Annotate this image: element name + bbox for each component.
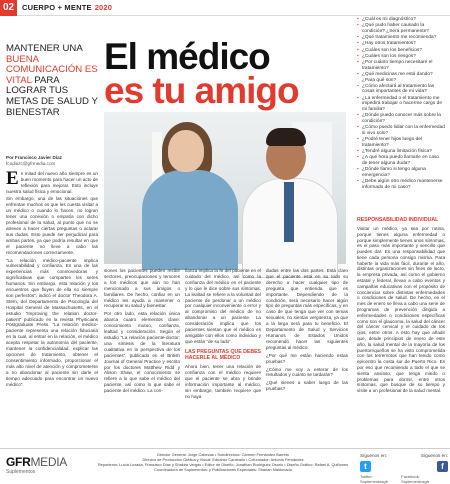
- logo-media: MEDIA: [30, 455, 67, 469]
- question-item: ▪ ¿Por cuánto tiempo necesitaré el tratamiento?: [357, 60, 445, 71]
- question-item: ▪ ¿Podré tener hijos luego del tratamiento?: [357, 137, 445, 148]
- question-item: ▪ ¿Hay otros tratamientos?: [357, 41, 445, 47]
- question-item: ▪ ¿Cuáles son los beneficios?: [357, 48, 445, 54]
- question-item: ▪ ¿Dónde puedo conocer más sobre la condición?: [357, 113, 445, 124]
- paragraph: Por otro lado, esta relación única abarca cuatro elementos clave: conocimiento mutuo, confianza, lealtad y consideración. Según el estudio “La relación paciente-doctor: una síntesis de la literatura cualitativa en la perspectiva de los pacientes”, publicado en el British Journal of General Practice y escrito por los doctores Matthew Ridd y Alison Shaw, el conocimiento se refiere a lo que sabe el médico del paciente, así como lo que sabe el paciente del médico. La con-: [104, 311, 180, 394]
- article-column-4: [266, 268, 348, 394]
- doctor-hair: [266, 128, 306, 146]
- credit-line: Reporteros: Lucía Lozada, Francisco Díaz y Shakira Vargas • Editor de Diseño: Jonathan Rodríguez Osorio • Diseño Gráfico: Rafael A. Quiñones: [97, 462, 349, 467]
- question-list: [357, 17, 445, 191]
- question-item: ▪ ¿Qué tratamiento me recomienda?: [357, 35, 445, 41]
- question-item: ▪ ¿Dónde llamo si tengo alguna emergencia?: [357, 167, 445, 178]
- patient-head: [168, 130, 204, 172]
- section-header: [0, 0, 450, 16]
- byline-email: fcodiazc@gfrmedia.com: [6, 160, 56, 166]
- question-item: ▪ ¿Tendré alguna limitación física?: [357, 149, 445, 155]
- article-column-2: [104, 268, 180, 396]
- credit-line: Director de Producción Gráfica y Visual: Eduardo Caraballo • Cofundador: Antonio Fernández: [142, 457, 304, 462]
- section-title: [22, 3, 112, 12]
- credit-line: Coordinadora de Suplementos: y Publicaciones Especiales: Sharlan Maldonado: [154, 467, 292, 472]
- facebook-icon[interactable]: f: [437, 461, 448, 472]
- subheading: LAS PREGUNTAS QUE DEBES HACERLE AL MÉDICO: [185, 348, 261, 361]
- social-handles: [360, 474, 448, 484]
- logo-subtitle: Suplementos: [6, 469, 36, 475]
- paragraph: dudas entre las dos partes. Está claro que el paciente está en su todo su derecho a hacer cualquier tipo de pregunta que entienda que es importante. Dependiendo de la condición, será necesario hacer algún tipo de preguntas más específicas, y en caso de que tenga que ver con temas sexuales, no sientas vergüenza, ya que a la larga será para tu beneficio. El Departamento de Salud y Servicios Humanos de Estados Unidos recomendó hacer las siguientes preguntas al médico:: [266, 268, 348, 350]
- question-item: ▪ ¿Debe algún otro médico mantenerse informado de mi caso?: [357, 179, 445, 190]
- headline-line1: El médico: [104, 36, 270, 77]
- question-item: ▪ ¿Cómo afectará al tratamiento las cosas importantes de mi vida?: [357, 84, 445, 95]
- headline: [104, 36, 344, 111]
- footer: [0, 448, 450, 484]
- patient-body: [142, 170, 238, 270]
- section-year: 2020: [94, 3, 113, 12]
- question-item: ▪ ¿A qué hora puedo llamarle en caso de tener alguna duda?: [357, 155, 445, 166]
- question-item: ▪ ¿Qué medicinas me está dando? ¿Para qué son?: [357, 72, 445, 83]
- social-icons: [360, 461, 448, 472]
- social-block: [360, 453, 448, 484]
- question-item: ¿Por qué me están haciendo estas pruebas?: [266, 352, 348, 364]
- social-label: Síguenos en:: [360, 453, 388, 458]
- article-photo: [104, 112, 346, 264]
- page-number: 02: [0, 0, 17, 16]
- twitter-handle[interactable]: Twitter: Suplementosgfr: [360, 474, 389, 484]
- kicker-part2: PARA LOGRAR TUS METAS DE SALUD Y BIENESTAR: [6, 74, 98, 118]
- question-item: ▪ ¿La enfermedad o el tratamiento me impedirá trabajar o hacerme cargo de mi familia?: [357, 96, 445, 113]
- byline-author: Por Francisco Javier Díaz: [6, 155, 62, 160]
- facebook-handle[interactable]: Facebook: Suplementosgfr: [401, 474, 430, 484]
- credit-line: Director General: Jorge Cabezas • Subdirectora: Carmen Fernández Barreto: [157, 452, 289, 457]
- responsibility-section: [357, 218, 445, 396]
- question-item: ▪ ¿Qué pudo haber causado la condición? ¿Será permanente?: [357, 23, 445, 34]
- twitter-icon[interactable]: t: [360, 461, 371, 472]
- paragraph: Visitar un médico, ya sea por rutina, porque tienes alguna enfermedad o porque simplemente tienes unos síntomas, es el paso más importante y sencillo que puedes dar. Es una responsabilidad que tiene cada persona consigo misma. Para haberte la vida más fácil, durante el año, distintas organizaciones sin fines de lucro, la empresa privada, así como el gobierno estatal y federal, llevan a cabo eventos y campañas educativas con el propósito de concienciar sobre distintas enfermedades o condiciones de salud. De hecho, en el mes de enero se lleva a cabo una serie de programas de prevención dirigida a enfermedades o condiciones específicas como son el glaucoma, la salud del cáncer del cáncer cervical y el cuidado de los ojos, entre otros. A esto hay que añadir que, desde principios de enero de este año, la salud mental de la mayoría de los puertorriqueños se ha visto comprometida con los terremotos que han tenido como epicentro la costa sur de Puerto Rico. Es por eso que recomiendo a todo el que se sienta ansioso, que tenga miedo o problemas para dormir, entre otros síntomas, que busque de su tiempo y visite a un profesional de la salud mental.: [357, 225, 445, 394]
- headline-line2: es tu amigo: [104, 70, 299, 111]
- paragraph-text: n mitad del nuevo año siempre es un buen momento para hacer un acto de reflexión para mejorar. Esto incluye nuestra salud física y emocional.: [6, 170, 98, 194]
- question-item: ¿Cómo me voy a enterar de los resultados y cuánto se tardarán?: [266, 366, 348, 378]
- doctor-tie: [284, 182, 294, 242]
- kicker-column: [6, 44, 98, 118]
- social-labels: [360, 453, 448, 458]
- section-name: CUERPO + MENTE: [22, 3, 92, 12]
- question-item: ▪ ¿Cuál es mi diagnóstico?: [357, 17, 445, 23]
- staff-credits: [92, 452, 354, 472]
- paragraph: siones los pacientes pueden recibir sectores, preocupaciones y temores a los médicos que aún no han mencionado a sus amigos o familiares. De hecho, confiar en un médico les ayuda a mantener o recuperar su salud y bienestar.: [104, 268, 180, 309]
- article-column-3: [185, 268, 261, 402]
- logo-main: GFR: [6, 455, 31, 469]
- paragraph: Ahora bien, tener una relación de confianza con el médico requiere que el paciente se abra y brinde información importante al médico, sin embargo, también requiere que no haya: [185, 364, 261, 399]
- paragraph: fianza implica la fe del paciente en el cuidado del médico, así como la confianza del médico en el paciente y lo que le dice sobre sus síntomas. La lealtad se refiere a la voluntad del paciente de perdonar a un médico por cualquier inconveniente o error y al compromiso del médico de no abandonar a un paciente. La consideración implica que los pacientes sientan que el médico es amigable con ellos como individuo y que están “de su lado”.: [185, 268, 261, 344]
- paragraph: “La relación médico-paciente implica vulnerabilidad y confianza. Es una de las experiencias más conmovedoras y significativas que comparten los seres humanos. Sin embargo, esta relación y los encuentros que fluyen de ella no siempre son perfectos”, indicó el doctor Theodora A. Stern, del Departamento de Psicología del Hospital General de Massachusetts, en el estudio “Improving the relation doctor-patient” publicado en la revista Physicians Postgraduate Press. “La relación médico-paciente representa una relación fiduciaria en la cual, al entrar en la relación, el médico acepta respetar la autonomía del paciente, mantener la confidencialidad, explicar las opciones de tratamiento, obtener el consentimiento informado, proporcionar el más alto nivel de atención y comprometerse a no abandonar al paciente sin darle el tiempo adecuado para encontrar un nuevo médico”.: [6, 257, 98, 387]
- gfr-media-logo: [6, 455, 67, 469]
- paragraph: Sin embargo, una de las situaciones que enfrentan muchos es que les cuesta visitar a un médico o cuando lo hacen, no logran tener una conexión o empatía con dicho profesional de la salud, al punto que no se atreven a hacer ciertas preguntas o aclarar sus dudas. Esto puede ser perjudicial para ambas partes, ya que podría resultar en que el paciente no lleve a cabo las recomendaciones correctamente.: [6, 196, 98, 255]
- social-label: Síguenos en:: [420, 453, 448, 458]
- kicker: [6, 44, 98, 118]
- section-heading: RESPONSABILIDAD INDIVIDUAL: [357, 217, 439, 223]
- dropcap: E: [6, 167, 19, 189]
- question-item: ▪ ¿Cómo puedo lidiar con la enfermedad si vivo solo?: [357, 125, 445, 136]
- question-item: ▪ ¿Cuáles son los riesgos?: [357, 54, 445, 60]
- kicker-highlight: BUENA COMUNICACIÓN ES VITAL: [6, 53, 98, 86]
- paragraph: [6, 167, 98, 195]
- kicker-part1: MANTENER UNA: [6, 43, 83, 54]
- article-column-1: [6, 155, 98, 389]
- question-item: ¿Qué sienes a saber luego de las pruebas?: [266, 380, 348, 392]
